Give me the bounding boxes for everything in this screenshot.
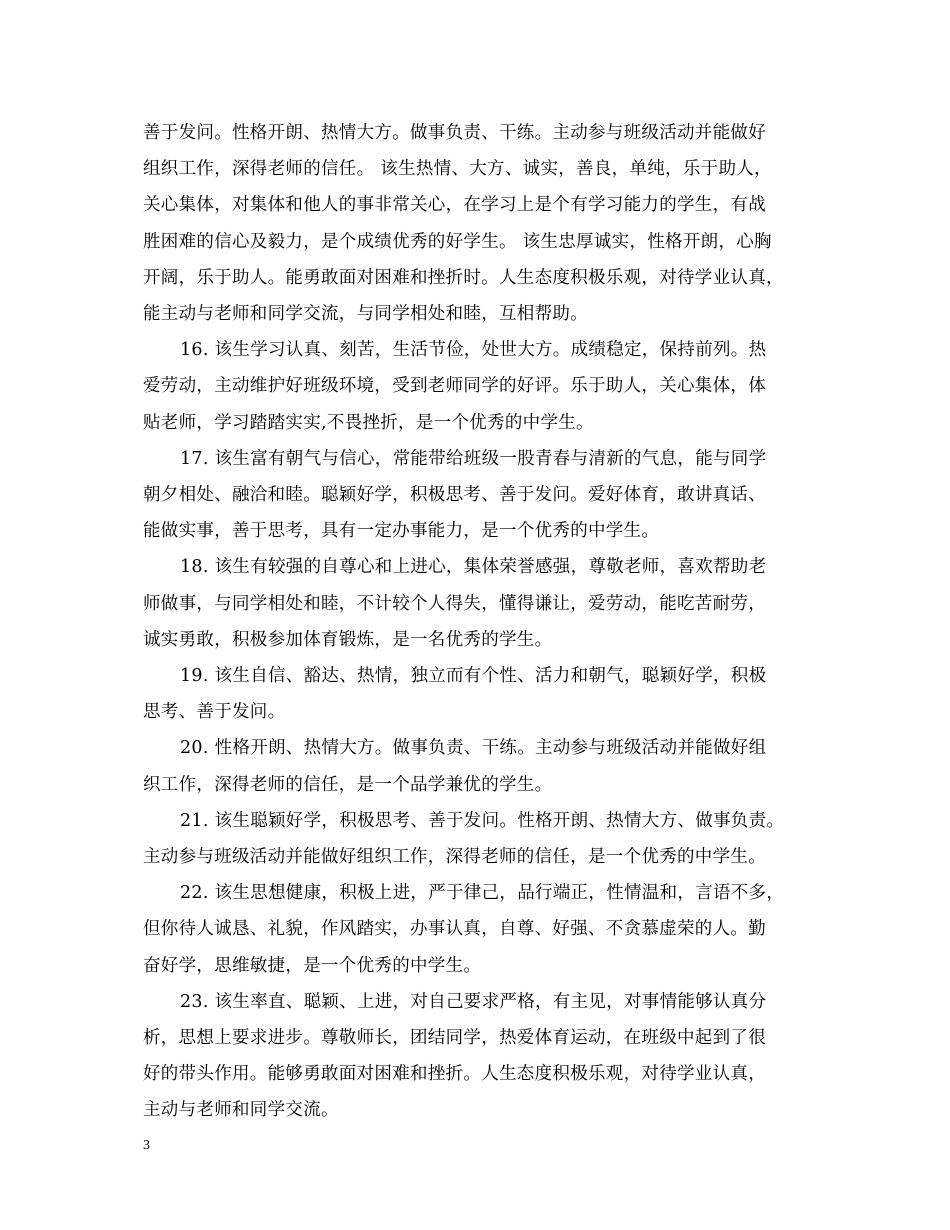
text-line: 能做实事，善于思考，具有一定办事能力，是一个优秀的中学生。 xyxy=(143,521,660,542)
paragraph-continuation xyxy=(143,115,808,332)
text-line: 析，思想上要求进步。尊敬师长，团结同学，热爱体育运动，在班级中起到了很 xyxy=(143,1028,766,1049)
text-line: 18. 该生有较强的自尊心和上进心，集体荣誉感强，尊敬老师，喜欢帮助老 xyxy=(180,557,767,578)
text-line: 织工作，深得老师的信任，是一个品学兼优的学生。 xyxy=(143,774,553,795)
text-line: 关心集体，对集体和他人的事非常关心，在学习上是个有学习能力的学生，有战 xyxy=(143,195,766,216)
text-line: 22. 该生思想健康，积极上进，严于律己，品行端正，性情温和，言语不多， xyxy=(180,883,785,904)
text-line: 思考、善于发问。 xyxy=(143,702,286,723)
paragraph-item-23 xyxy=(143,984,808,1129)
paragraph-item-22 xyxy=(143,875,808,984)
text-line: 贴老师，学习踏踏实实,不畏挫折，是一个优秀的中学生。 xyxy=(143,412,594,433)
text-line: 20. 性格开朗、热情大方。做事负责、干练。主动参与班级活动并能做好组 xyxy=(180,738,767,759)
text-line: 16. 该生学习认真、刻苦，生活节俭，处世大方。成绩稳定，保持前列。热 xyxy=(180,340,767,361)
text-line: 但你待人诚恳、礼貌，作风踏实，办事认真，自尊、好强、不贪慕虚荣的人。勤 xyxy=(143,919,766,940)
text-line: 组织工作，深得老师的信任。 该生热情、大方、诚实，善良，单纯，乐于助人， xyxy=(143,159,772,180)
paragraph-item-21 xyxy=(143,803,808,875)
text-line: 胜困难的信心及毅力，是个成绩优秀的好学生。 该生忠厚诚实，性格开朗，心胸 xyxy=(143,231,772,252)
text-line: 21. 该生聪颖好学，积极思考、善于发问。性格开朗、热情大方、做事负责。 xyxy=(180,810,785,831)
text-line: 19. 该生自信、豁达、热情，独立而有个性、活力和朝气，聪颖好学，积极 xyxy=(180,666,767,687)
text-line: 主动参与班级活动并能做好组织工作，深得老师的信任，是一个优秀的中学生。 xyxy=(143,847,766,868)
page-number: 3 xyxy=(143,1138,150,1153)
text-line: 诚实勇敢，积极参加体育锻炼，是一名优秀的学生。 xyxy=(143,629,553,650)
text-line: 17. 该生富有朝气与信心，常能带给班级一股青春与清新的气息，能与同学 xyxy=(180,448,767,469)
text-line: 主动与老师和同学交流。 xyxy=(143,1100,339,1121)
text-line: 好的带头作用。能够勇敢面对困难和挫折。人生态度积极乐观，对待学业认真， xyxy=(143,1064,766,1085)
paragraph-item-18 xyxy=(143,549,808,658)
text-line: 开阔，乐于助人。能勇敢面对困难和挫折时。人生态度积极乐观，对待学业认真， xyxy=(143,267,784,288)
text-line: 爱劳动，主动维护好班级环境，受到老师同学的好评。乐于助人，关心集体，体 xyxy=(143,376,766,397)
paragraph-item-16 xyxy=(143,332,808,441)
paragraph-item-20 xyxy=(143,730,808,802)
text-line: 师做事，与同学相处和睦，不计较个人得失，懂得谦让，爱劳动，能吃苦耐劳， xyxy=(143,593,766,614)
text-line: 善于发问。性格开朗、热情大方。做事负责、干练。主动参与班级活动并能做好 xyxy=(143,123,766,143)
text-line: 奋好学，思维敏捷，是一个优秀的中学生。 xyxy=(143,955,482,976)
paragraph-item-17 xyxy=(143,441,808,550)
text-line: 能主动与老师和同学交流，与同学相处和睦，互相帮助。 xyxy=(143,304,588,325)
text-line: 23. 该生率直、聪颖、上进，对自己要求严格，有主见，对事情能够认真分 xyxy=(180,991,767,1012)
paragraph-item-19 xyxy=(143,658,808,730)
text-line: 朝夕相处、融洽和睦。聪颖好学，积极思考、善于发问。爱好体育，敢讲真话、 xyxy=(143,485,766,506)
document-body xyxy=(143,115,808,1129)
